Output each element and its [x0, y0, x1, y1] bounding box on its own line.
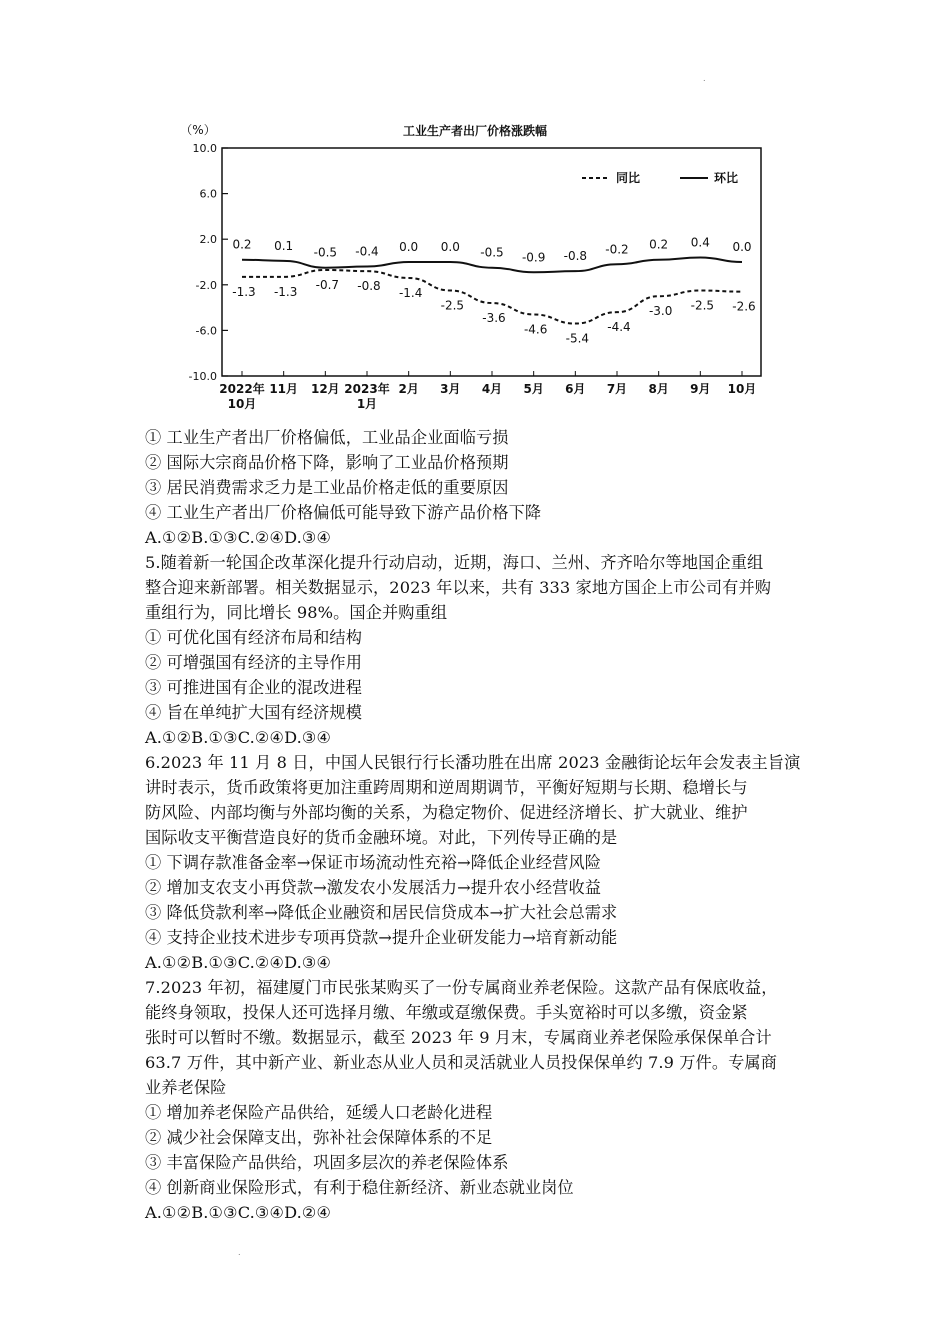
- x-tick-label: 10月: [727, 382, 757, 396]
- data-label: 0.2: [649, 237, 669, 252]
- legend: [582, 170, 738, 185]
- x-tick-label: 1月: [356, 397, 378, 411]
- x-tick-label: 8月: [648, 382, 669, 396]
- text-line: ④ 创新商业保险形式，有利于稳住新经济、新业态就业岗位: [145, 1178, 574, 1197]
- y-tick-label: -6.0: [195, 324, 217, 338]
- text-line: ③ 丰富保险产品供给，巩固多层次的养老保险体系: [145, 1153, 509, 1172]
- data-label: -1.3: [273, 284, 298, 299]
- legend-label-mom: 环比: [714, 171, 739, 185]
- data-label: -2.5: [440, 298, 465, 313]
- x-tick-label: 5月: [523, 382, 544, 396]
- x-tick-label: 2月: [398, 382, 419, 396]
- x-tick-label: 12月: [310, 382, 340, 396]
- data-label: 0.0: [399, 240, 419, 254]
- ppi-chart: [170, 112, 780, 417]
- text-line: A.①②B.①③C.②④D.③④: [145, 528, 332, 547]
- text-line: 重组行为，同比增长 98%。国企并购重组: [145, 603, 448, 622]
- data-label: -2.6: [732, 299, 756, 314]
- data-label: 0.2: [232, 237, 252, 252]
- x-tick-label: 10月: [227, 397, 257, 411]
- text-line: 63.7 万件，其中新产业、新业态从业人员和灵活就业人员投保保单约 7.9 万件。专属商: [145, 1053, 777, 1072]
- text-line: ③ 可推进国有企业的混改进程: [145, 678, 362, 697]
- chart-title: 工业生产者出厂价格涨跌幅: [402, 124, 548, 138]
- text-line: ① 工业生产者出厂价格偏低，工业品企业面临亏损: [145, 428, 509, 447]
- x-tick-label: 2023年: [344, 382, 390, 396]
- data-label: 0.1: [274, 238, 294, 253]
- text-line: 业养老保险: [145, 1078, 227, 1097]
- text-line: ③ 降低贷款利率→降低企业融资和居民信贷成本→扩大社会总需求: [145, 903, 618, 922]
- data-label: -3.0: [648, 304, 673, 319]
- text-line: ④ 支持企业技术进步专项再贷款→提升企业研发能力→培育新动能: [145, 928, 618, 947]
- plot-frame: [222, 148, 761, 376]
- text-line: 6.2023 年 11 月 8 日，中国人民银行行长潘功胜在出席 2023 金融街论坛年会发表主旨演: [145, 753, 801, 772]
- data-label: 0.0: [732, 240, 752, 254]
- data-label: -0.5: [480, 245, 504, 260]
- text-line: 讲时表示，货币政策将更加注重跨周期和逆周期调节，平衡好短期与长期、稳增长与: [145, 778, 748, 797]
- data-label: -0.2: [605, 242, 629, 257]
- data-label: -0.4: [355, 244, 379, 259]
- text-line: ② 增加支农支小再贷款→激发农小发展活力→提升农小经营收益: [145, 878, 602, 897]
- data-label: -5.4: [565, 331, 590, 346]
- data-label: -0.8: [563, 249, 588, 264]
- x-tick-label: 11月: [269, 382, 299, 396]
- x-tick-label: 3月: [440, 382, 461, 396]
- text-line: 能终身领取，投保人还可选择月缴、年缴或趸缴保费。手头宽裕时可以多缴，资金紧: [145, 1003, 748, 1022]
- scan-speck: .: [238, 1248, 241, 1257]
- text-line: 7.2023 年初，福建厦门市民张某购买了一份专属商业养老保险。这款产品有保底收益，: [145, 978, 778, 997]
- data-label: -4.6: [523, 322, 548, 337]
- x-axis: [219, 371, 756, 411]
- y-tick-label: 2.0: [199, 233, 217, 247]
- text-line: ② 可增强国有经济的主导作用: [145, 653, 362, 672]
- data-label: -2.5: [690, 298, 715, 313]
- text-line: ① 可优化国有经济布局和结构: [145, 628, 362, 647]
- text-line: 张时可以暂时不缴。数据显示，截至 2023 年 9 月末，专属商业养老保险承保保单合计: [145, 1028, 772, 1047]
- text-line: 5.随着新一轮国企改革深化提升行动启动，近期，海口、兰州、齐齐哈尔等地国企重组: [145, 553, 764, 572]
- text-line: 国际收支平衡营造良好的货币金融环境。对此，下列传导正确的是: [145, 828, 618, 847]
- text-line: ① 下调存款准备金率→保证市场流动性充裕→降低企业经营风险: [145, 853, 602, 872]
- data-label: -1.4: [398, 285, 423, 300]
- y-tick-label: 10.0: [192, 142, 217, 155]
- question-text: [145, 425, 835, 1225]
- text-line: A.①②B.①③C.③④D.②④: [145, 1203, 332, 1222]
- x-tick-label: 2022年: [219, 382, 265, 396]
- y-tick-label: -2.0: [195, 278, 217, 292]
- data-label: 0.4: [690, 235, 710, 250]
- x-tick-label: 6月: [565, 382, 586, 396]
- text-line: ② 国际大宗商品价格下降，影响了工业品价格预期: [145, 453, 509, 472]
- text-line: 防风险、内部均衡与外部均衡的关系，为稳定物价、促进经济增长、扩大就业、维护: [145, 803, 748, 822]
- text-line: 整合迎来新部署。相关数据显示，2023 年以来，共有 333 家地方国企上市公司有并购: [145, 578, 772, 597]
- text-line: ④ 旨在单纯扩大国有经济规模: [145, 703, 362, 722]
- scan-speck: .: [703, 74, 706, 83]
- text-line: A.①②B.①③C.②④D.③④: [145, 728, 332, 747]
- data-label: 0.0: [440, 240, 460, 254]
- x-tick-label: 4月: [481, 382, 503, 396]
- data-label: -0.7: [315, 277, 340, 292]
- data-label: -3.6: [482, 311, 506, 326]
- text-line: ① 增加养老保险产品供给，延缓人口老龄化进程: [145, 1103, 493, 1122]
- text-line: ③ 居民消费需求乏力是工业品价格走低的重要原因: [145, 478, 509, 497]
- legend-label-yoy: 同比: [616, 171, 641, 185]
- y-tick-label: -10.0: [188, 370, 217, 383]
- data-label: -0.5: [313, 245, 338, 260]
- data-label: -1.3: [232, 284, 256, 299]
- data-label: -0.9: [521, 250, 546, 265]
- x-tick-label: 9月: [690, 382, 711, 396]
- text-line: A.①②B.①③C.②④D.③④: [145, 953, 332, 972]
- series-group: [232, 235, 755, 345]
- data-label: -0.8: [357, 279, 381, 294]
- y-tick-label: 6.0: [199, 187, 217, 201]
- data-label: -4.4: [607, 320, 631, 335]
- y-axis-label: （%）: [180, 123, 216, 137]
- text-line: ④ 工业生产者出厂价格偏低可能导致下游产品价格下降: [145, 503, 542, 522]
- x-tick-label: 7月: [606, 382, 628, 396]
- text-line: ② 减少社会保障支出，弥补社会保障体系的不足: [145, 1128, 493, 1147]
